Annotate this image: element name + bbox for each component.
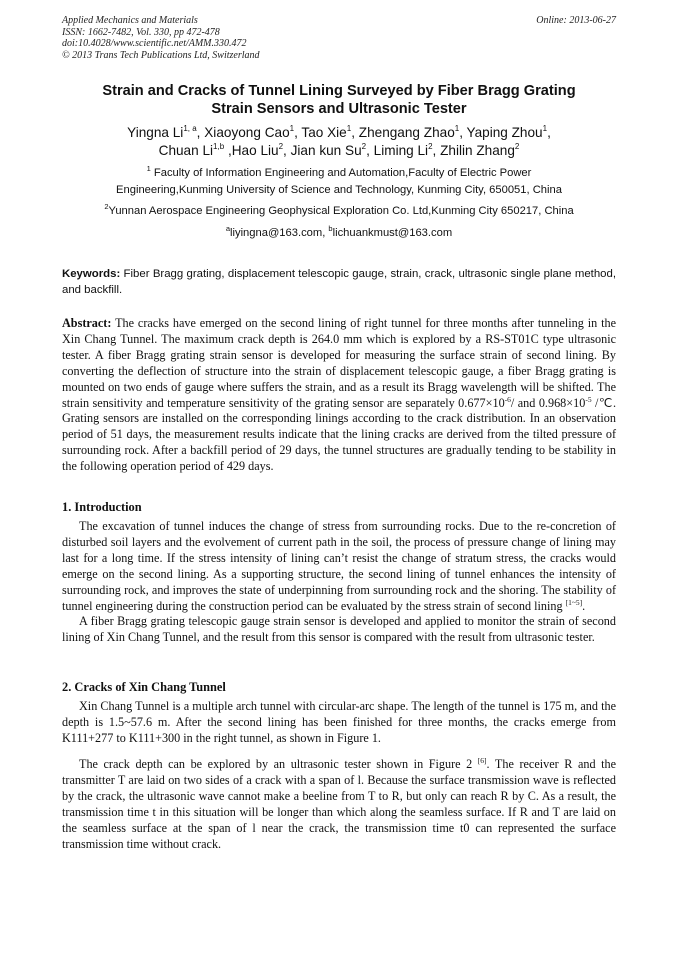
paragraph-text: The excavation of tunnel induces the change of stress from surrounding rocks. Due to the re-concretion of disturbed soil layers and the evolvement of current path in the soil, the process of pressure change of lining may last for a long time. If the stress intensity of lining can’t resist the change of stratum stress, the cracks would emerge on the second lining. As a supporting structure, the second lining of tunnel enhances the intensity of surrounding rock, and improves the state of underpinning from surrounding rock and the shoring. The stability of tunnel engineering during the construction period can be evaluated by the stress strain of second lining: [62, 519, 616, 613]
affiliation-2-text: Yunnan Aerospace Engineering Geophysical Exploration Co. Ltd,Kunming City 650217, China: [108, 205, 574, 217]
author-affil-mark: 1: [454, 124, 460, 133]
abstract-paragraph: [62, 316, 616, 475]
title-line-1: Strain and Cracks of Tunnel Lining Surveyed by Fiber Bragg Grating: [102, 83, 576, 99]
author-name: Tao Xie: [301, 125, 347, 140]
email-a-mark: a: [225, 224, 230, 233]
title-line-2: Strain Sensors and Ultrasonic Tester: [211, 101, 467, 117]
author-name: Zhengang Zhao: [358, 125, 455, 140]
journal-header: [62, 15, 616, 61]
email-b: lichuankmust@163.com: [332, 227, 453, 239]
author-affil-mark: 2: [278, 142, 284, 151]
doi-line: doi:10.4028/www.scientific.net/AMM.330.472: [62, 38, 247, 49]
introduction-body: [62, 519, 616, 646]
author-affil-mark: 2: [428, 142, 433, 151]
abstract-label: Abstract:: [62, 316, 112, 330]
author-name: Xiaoyong Cao: [204, 125, 290, 140]
author-name: Yingna Li: [127, 125, 184, 140]
paragraph-text: . The receiver R and the transmitter T are laid on two sides of a crack with a span of l. Because the surface transmission wave is reflected by the crack, the ultrasonic wave cannot make a beeline from T to R, but only can reach R by C. As a result, the transmission time t in this situation will be longer than which along the seamless surface. If R and T are laid on the seamless surface at the span of l near the crack, the transmission time t0 can represented the surface transmission time without crack.: [62, 757, 616, 851]
abstract-exponent-2: -5: [585, 394, 592, 404]
affiliation-2: [62, 203, 616, 220]
email-a: liyingna@163.com,: [230, 227, 329, 239]
section-heading: 2. Cracks of Xin Chang Tunnel: [62, 680, 226, 694]
affiliation-1-line-1: Faculty of Information Engineering and Automation,Faculty of Electric Power: [153, 167, 532, 179]
copyright-line: © 2013 Trans Tech Publications Ltd, Switzerland: [62, 49, 260, 61]
affiliation-1-mark: 1: [146, 164, 151, 173]
author-affil-mark: 1,b: [213, 142, 225, 151]
section-2-body-continued: [62, 757, 616, 852]
abstract-text-2: / and 0.968×10: [510, 395, 586, 410]
author-affil-mark: 2: [514, 142, 520, 151]
author-list: Yingna Li$^{1, a}$, Xiaoyong Cao$^1$, Tao Xie$^1$, Zhengang Zhao$^1$, Yaping Zhou$^1$, Chuan Li$^{1,b}$ ,Hao Liu$^2$, Jian kun Su$^2$, Liming Li$^2$, Zhilin Zhang$^2$: [127, 124, 551, 158]
citation: [1~5]: [565, 597, 583, 607]
author-name: Jian kun Su: [290, 143, 362, 158]
section-heading: 1. Introduction: [62, 500, 142, 514]
author-name: Chuan Li: [158, 143, 214, 158]
affiliation-1: [62, 165, 616, 198]
paper-title: [62, 82, 616, 118]
citation: [6]: [477, 756, 487, 765]
abstract-text-1: The cracks have emerged on the second lining of right tunnel for three months after tunneling in the Xin Chang Tunnel. The maximum crack depth is 264.0 mm which is explored by a RS-ST01C type ultrasonic tester. A fiber Bragg grating strain sensor is developed for measuring the surface strain of second lining. By converting the deflection of structure into the strain of displacement telescopic gauge, a fiber Bragg grating is mounted on two ends of gauge where suffers the strain, and as a result its Bragg wavelength will be shifted. The strain sensitivity and temperature sensitivity of the grating sensor are separately 0.677×10: [62, 316, 616, 410]
paragraph-text: The crack depth can be explored by an ultrasonic tester shown in Figure 2: [79, 757, 478, 771]
issn-line: ISSN: 1662-7482, Vol. 330, pp 472-478: [62, 26, 220, 38]
section-2-body: [62, 699, 616, 747]
author-affil-mark: 2: [361, 142, 367, 151]
author-name: Liming Li: [373, 143, 429, 158]
paragraph: [62, 757, 616, 852]
online-date: Online: 2013-06-27: [536, 15, 616, 26]
paragraph: Xin Chang Tunnel is a multiple arch tunnel with circular-arc shape. The length of the tunnel is 175 m, and the depth is 1.5~57.6 m. After the second lining has been finished for three months, the cracks emerge from K111+277 to K111+300 in the right tunnel, as shown in Figure 1.: [62, 699, 616, 745]
keywords-text: Fiber Bragg grating, displacement telescopic gauge, strain, crack, ultrasonic single plane method, and backfill.: [62, 268, 616, 296]
author-name: Zhilin Zhang: [440, 143, 515, 158]
journal-name: Applied Mechanics and Materials: [62, 15, 198, 26]
affiliation-2-mark: 2: [104, 202, 109, 211]
paragraph: A fiber Bragg grating telescopic gauge strain sensor is developed and applied to monitor the strain of second lining of Xin Chang Tunnel, and the result from this sensor is compared with the result from ultrasonic tester.: [62, 614, 616, 645]
author-name: Hao Liu: [231, 143, 279, 158]
affiliation-1-line-2: Engineering,Kunming University of Science and Technology, Kunming City, 650051, China: [116, 183, 562, 196]
keywords-label: Keywords:: [62, 268, 121, 280]
author-name: Yaping Zhou: [466, 125, 543, 140]
author-emails: [62, 225, 616, 242]
author-affil-mark: 1, a: [183, 124, 197, 133]
abstract-block: [62, 316, 616, 475]
keywords-block: [62, 267, 616, 298]
paragraph: [62, 519, 616, 614]
abstract-text-3: /℃. Grating sensors are installed on the corresponding linings according to the crack distribution. In an observation period of 51 days, the measurement results indicate that the lining cracks are derived from the tilted pressure of surrounding rock. After a backfill period of 29 days, the tunnel structures are gradually tending to be stability in the following operation period of 429 days.: [62, 395, 617, 474]
author-affil-mark: 1: [542, 124, 548, 133]
author-affil-mark: 1: [289, 124, 295, 133]
paragraph-end: .: [582, 598, 586, 613]
abstract-exponent-1: -6: [504, 394, 511, 404]
author-affil-mark: 1: [346, 124, 352, 133]
email-b-mark: b: [328, 224, 333, 233]
